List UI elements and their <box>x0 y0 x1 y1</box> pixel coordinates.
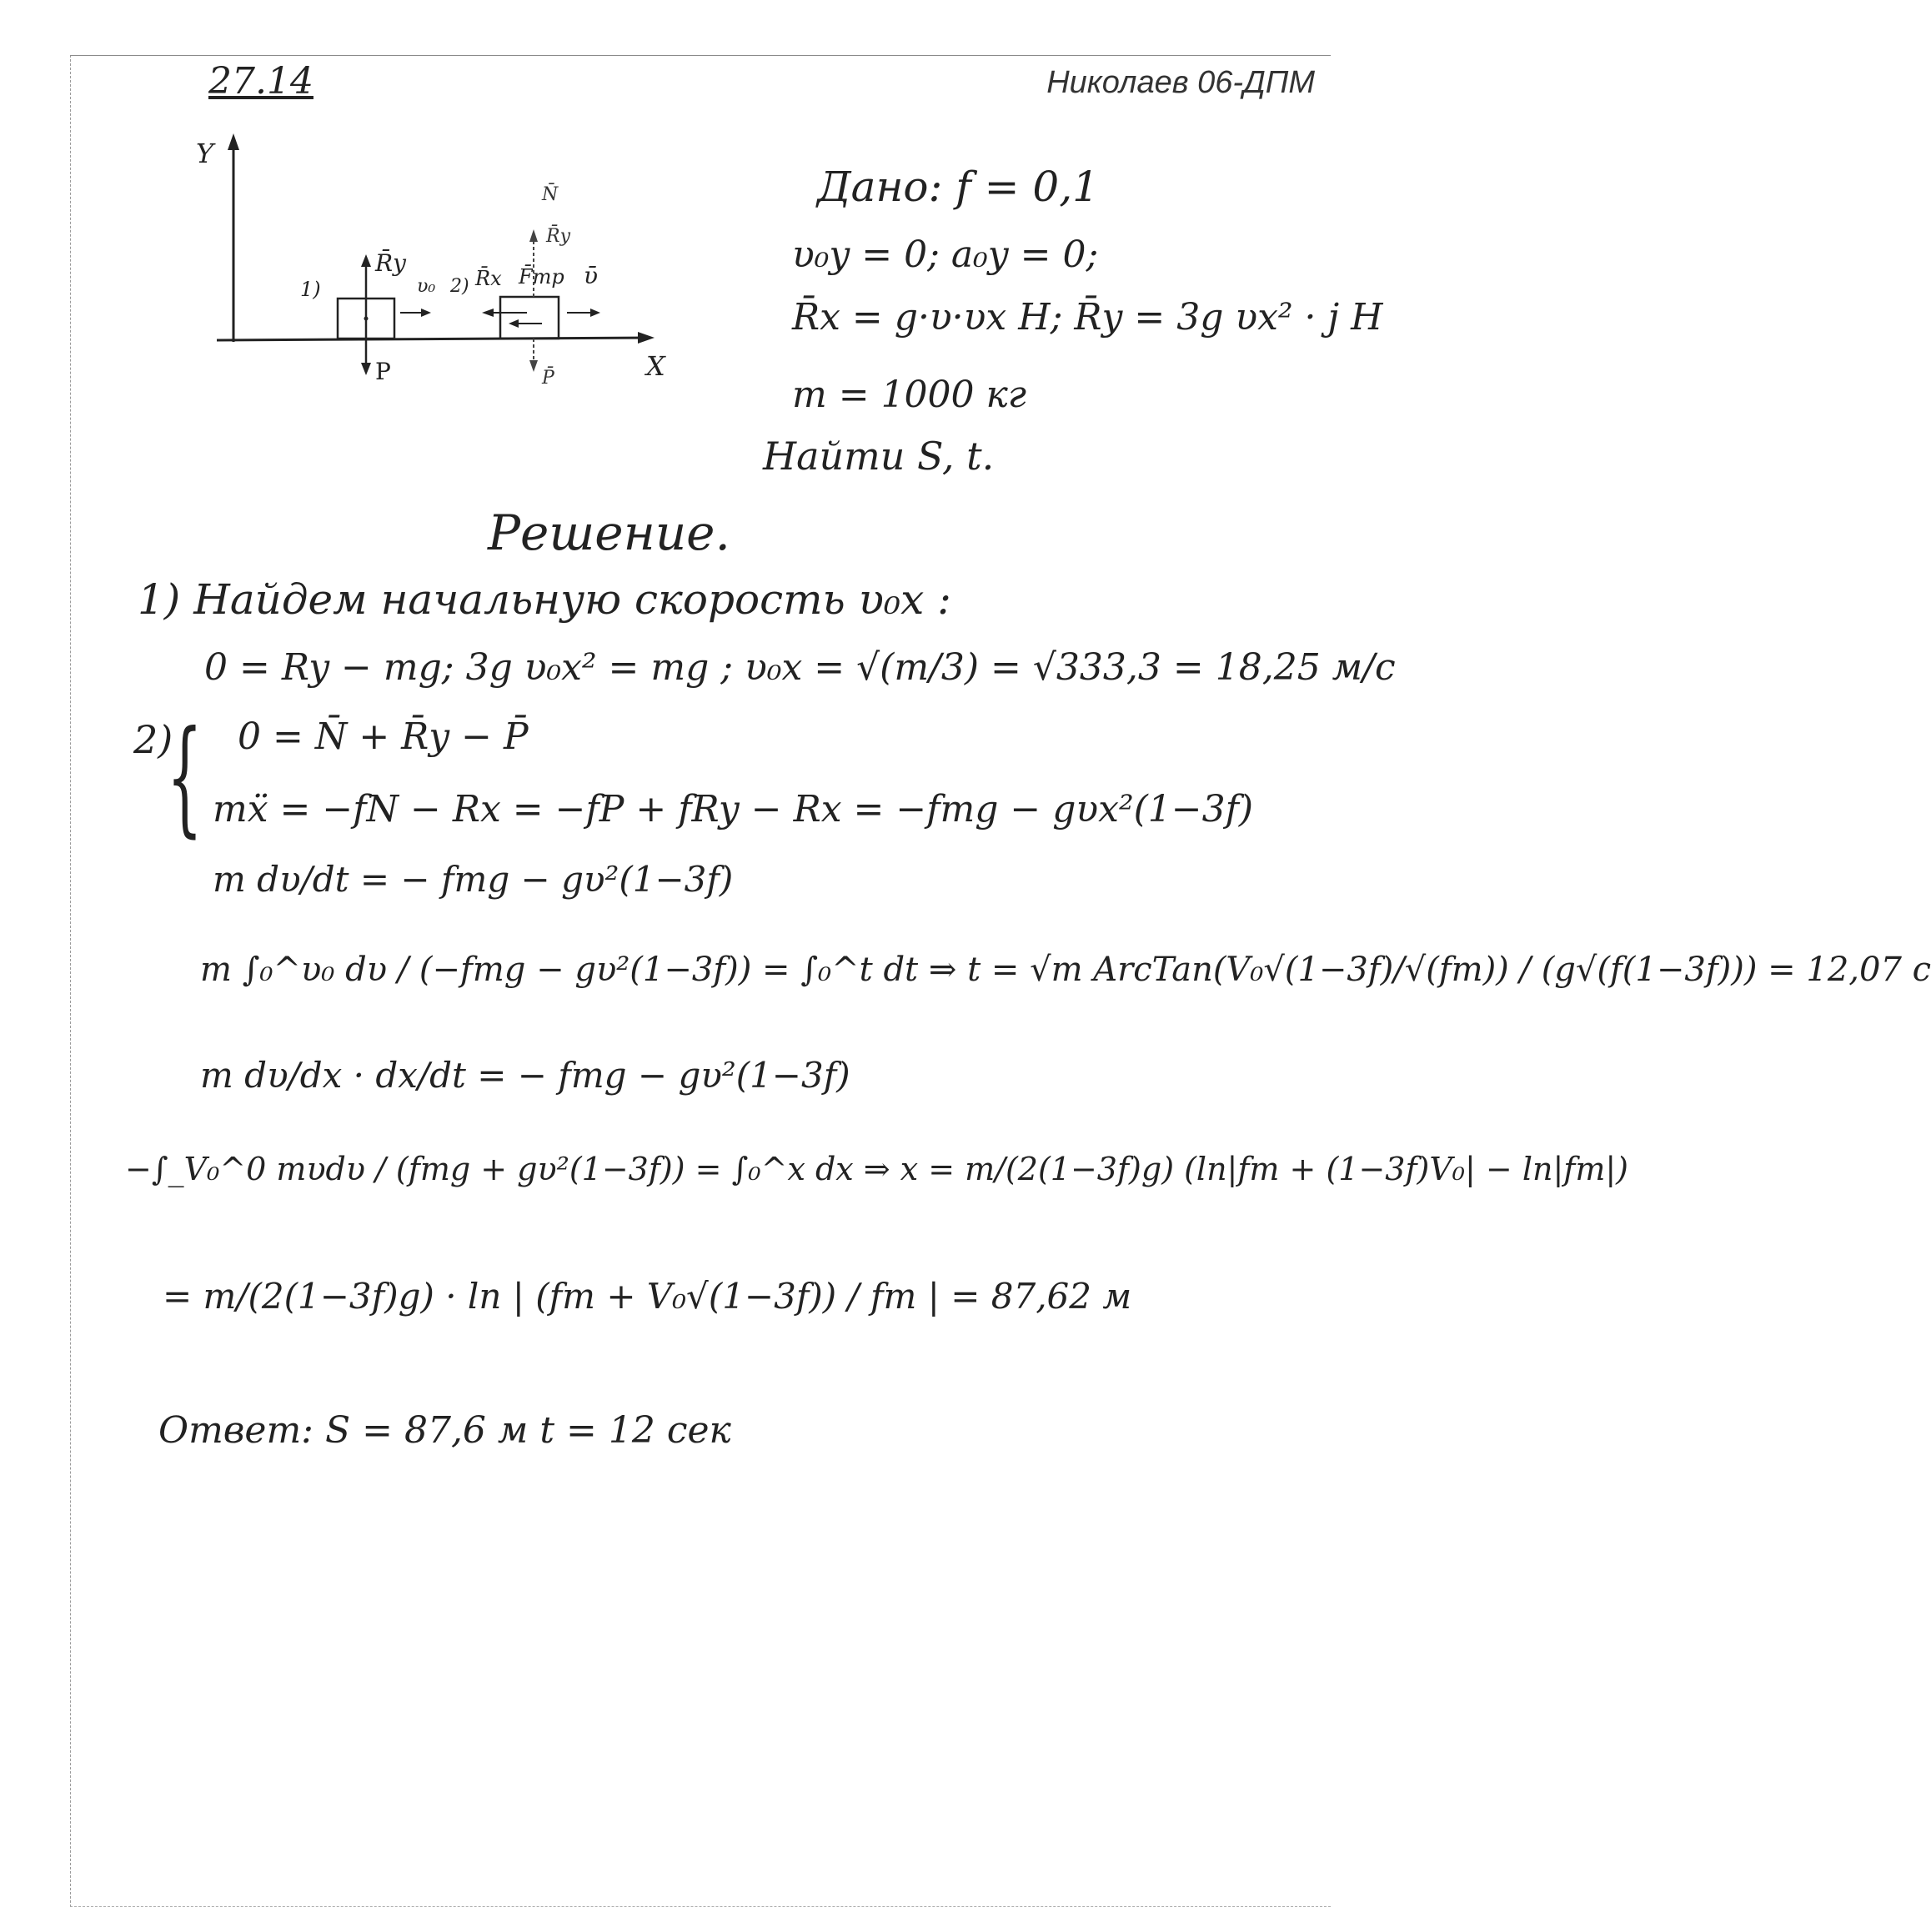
author-label: Николаев 06-ДПМ <box>1046 65 1315 100</box>
force-diagram <box>175 125 692 400</box>
block-2-label: 2) <box>450 276 469 297</box>
step-2-number: 2) <box>133 717 173 762</box>
solution-title: Решение. <box>488 504 730 561</box>
rx-label: R̄x <box>475 267 502 290</box>
given-line-3: m = 1000 кг <box>792 374 1027 416</box>
v0-label: υ₀ <box>417 276 436 297</box>
y-axis-arrow <box>228 133 239 150</box>
x-axis-label: X <box>646 350 665 382</box>
given-title: Дано: f = 0,1 <box>817 163 1099 211</box>
find-line: Найти S, t. <box>763 434 995 479</box>
equation-5: m dυ/dx · dx/dt = − fmg − gυ²(1−3f) <box>200 1055 850 1096</box>
ry-label-2: R̄y <box>546 226 570 247</box>
equation-4: m ∫₀^υ₀ dυ / (−fmg − gυ²(1−3f)) = ∫₀^t dt ⇒ t = √m ArcTan(V₀√(1−3f)/√(fm)) / (g√(f(1−3f))) = 12,07 c <box>200 951 1931 989</box>
equation-2a: 0 = N̄ + R̄y − P̄ <box>238 715 529 758</box>
block-2 <box>500 297 559 339</box>
answer-line: Ответ: S = 87,6 м t = 12 сек <box>158 1409 731 1452</box>
equation-1: 0 = Ry − mg; 3g υ₀x² = mg ; υ₀x = √(m/3) = √333,3 = 18,25 м/с <box>204 646 1396 689</box>
equation-2b: mẍ = −fN − Rx = −fP + fRy − Rx = −fmg − gυx²(1−3f) <box>213 788 1254 831</box>
p-label-1: P <box>375 358 391 385</box>
n-label: N̄ <box>542 184 559 205</box>
ry-label-1: R̄y <box>375 249 406 277</box>
v-label: ῡ <box>584 262 599 289</box>
y-axis-label: Y <box>196 138 214 169</box>
x-axis <box>217 338 650 340</box>
ftr-label: F̄тр <box>519 265 564 289</box>
step-1-heading: 1) Найдем начальную скорость υ₀x : <box>138 575 952 624</box>
system-brace: { <box>167 705 203 850</box>
given-line-2: R̄x = g·υ·υx H; R̄y = 3g υx² · j H <box>792 296 1383 339</box>
equation-3: m dυ/dt = − fmg − gυ²(1−3f) <box>213 859 734 900</box>
problem-number: 27.14 <box>208 60 313 103</box>
given-line-1: υ₀y = 0; a₀y = 0; <box>792 233 1099 276</box>
block-1-label: 1) <box>300 278 321 301</box>
equation-6: −∫_V₀^0 mυdυ / (fmg + gυ²(1−3f)) = ∫₀^x dx ⇒ x = m/(2(1−3f)g) (ln|fm + (1−3f)V₀| − ln|fm|) <box>125 1151 1628 1187</box>
equation-7: = m/(2(1−3f)g) · ln | (fm + V₀√(1−3f)) / fm | = 87,62 м <box>163 1276 1132 1317</box>
p-label-2: P̄ <box>542 368 554 389</box>
x-axis-arrow <box>638 332 655 344</box>
